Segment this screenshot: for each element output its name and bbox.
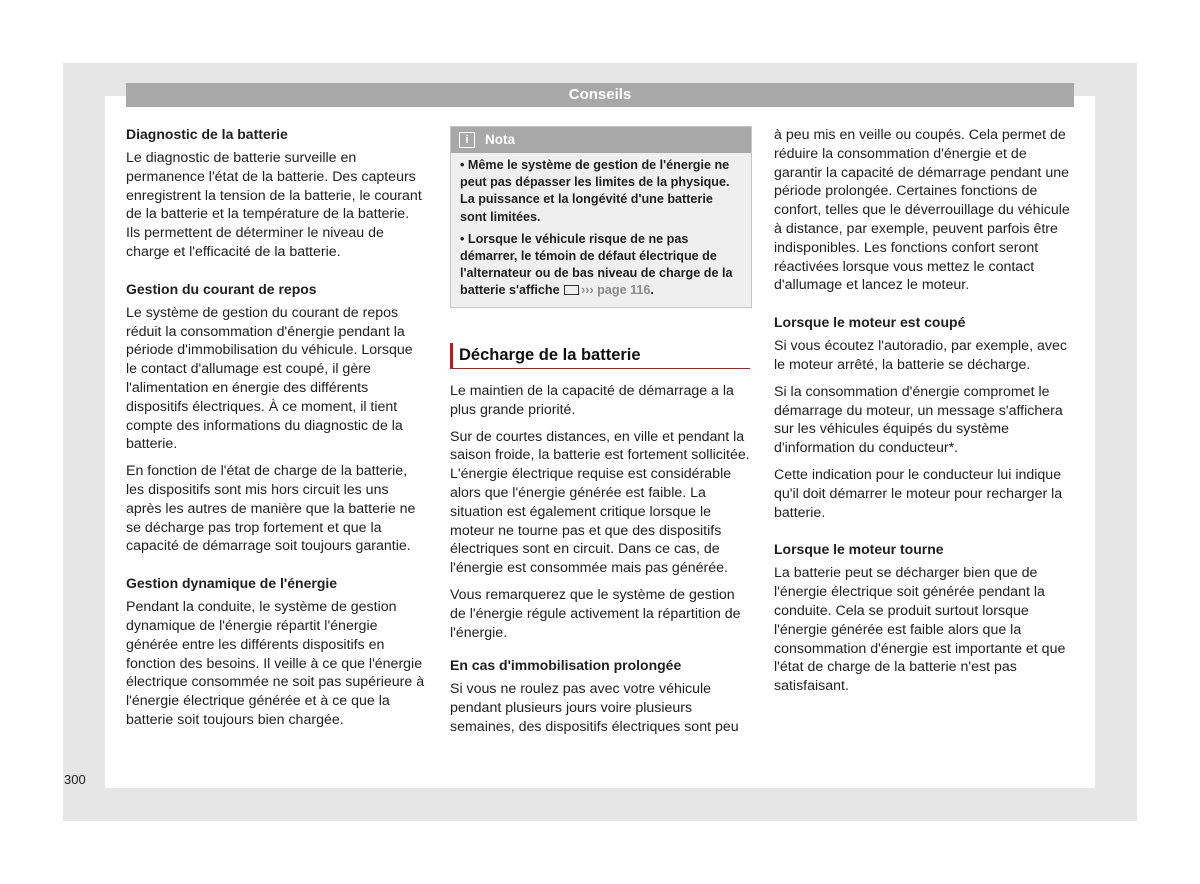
info-icon: i: [459, 132, 475, 148]
note-item: • Même le système de gestion de l'énergie ne peut pas dépasser les limites de la physique. La puissance et la longévité d'une batterie sont limitées.: [460, 158, 730, 224]
paragraph: Vous remarquerez que le système de gestion de l'énergie régule activement la répartition de l'énergie.: [450, 586, 741, 641]
paragraph: Le diagnostic de batterie surveille en permanence l'état de la batterie. Des capteurs enregistrent la tension de la batterie, le courant de la batterie et la température de la batterie. Ils permettent de déterminer le niveau de charge et l'efficacité de la batterie.: [126, 150, 422, 260]
paragraph: à peu mis en veille ou coupés. Cela permet de réduire la consommation d'énergie et de garantir la capacité de démarrage pendant une période prolongée. Certaines fonctions de confort, telles que le déverrouillage du véhicule à distance, par exemple, peuvent parfois être indisponibles. Les fonctions confort seront réactivées lorsque vous mettez le contact d'allumage et lancez le moteur.: [774, 127, 1070, 294]
note-box: [450, 126, 752, 308]
paragraph: Pendant la conduite, le système de gestion dynamique de l'énergie répartit l'énergie générée entre les différents dispositifs en fonction des besoins. Il veille à ce que l'énergie électrique consommée ne soit pas supérieure à l'énergie électrique générée et à ce que la batterie soit toujours bien chargée.: [126, 599, 425, 728]
paragraph: Si la consommation d'énergie compromet le démarrage du moteur, un message s'affichera sur les véhicules équipés du système d'information du conducteur*.: [774, 383, 1063, 457]
heading-moteur-coupe: Lorsque le moteur est coupé: [774, 314, 966, 331]
page-reference-link[interactable]: ››› page 116: [581, 283, 651, 298]
paragraph: Le système de gestion du courant de repos réduit la consommation d'énergie pendant la période d'immobilisation du véhicule. Lorsque le contact d'allumage est coupé, il gère l'alimentation en énergie des différents dispositifs électriques. À ce moment, il tient compte des informations du diagnostic de la batterie.: [126, 304, 413, 453]
heading-gestion-dynamique: Gestion dynamique de l'énergie: [126, 575, 338, 592]
paragraph: Si vous écoutez l'autoradio, par exemple, avec le moteur arrêté, la batterie se décharge.: [774, 338, 1067, 373]
paragraph: Si vous ne roulez pas avec votre véhicule pendant plusieurs jours voire plusieurs semaines, des dispositifs électriques sont peu: [450, 681, 739, 735]
paragraph: En fonction de l'état de charge de la batterie, les dispositifs sont mis hors circuit les uns après les autres de manière que la batterie ne se décharge pas trop fortement et que la capacité de démarrage soit toujours garantie.: [126, 463, 416, 555]
note-body: [451, 153, 751, 300]
column-middle: [450, 382, 752, 745]
note-header: [451, 127, 751, 153]
paragraph: Le maintien de la capacité de démarrage a la plus grande priorité.: [450, 383, 734, 418]
column-right: [774, 126, 1074, 704]
note-title: Nota: [485, 132, 515, 147]
section-header-bar: Conseils: [126, 83, 1074, 107]
heading-courant-repos: Gestion du courant de repos: [126, 280, 317, 297]
paragraph: Cette indication pour le conducteur lui indique qu'il doit démarrer le moteur pour recharger la batterie.: [774, 466, 1063, 521]
paragraph: Sur de courtes distances, en ville et pendant la saison froide, la batterie est fortement sollicitée. L'énergie électrique requise est considérable alors que l'énergie générée est faible. La situation est également critique lorsque le moteur ne tourne pas et que des dispositifs électriques sont en circuit. Dans ce cas, de l'énergie est consommée mais pas générée.: [450, 428, 750, 577]
page-number: 300: [64, 772, 86, 787]
heading-moteur-tourne: Lorsque le moteur tourne: [774, 541, 944, 558]
heading-immobilisation: En cas d'immobilisation prolongée: [450, 657, 682, 674]
paragraph: La batterie peut se décharger bien que de l'énergie électrique soit générée pendant la conduite. Cela se produit surtout lorsque l'énergie générée est faible alors que la consommation d'énergie est importante et que l'état de charge de la batterie n'est pas satisfaisant.: [774, 565, 1066, 695]
column-left: [126, 125, 426, 738]
battery-warning-icon: [564, 285, 579, 295]
note-item: • Lorsque le véhicule risque de ne pas démarrer, le témoin de défaut électrique de l'alternateur ou de bas niveau de charge de la batterie s'affiche ››› page 116.: [460, 231, 733, 298]
heading-diagnostic: Diagnostic de la batterie: [126, 126, 288, 142]
section-title: Décharge de la batterie: [450, 343, 750, 369]
